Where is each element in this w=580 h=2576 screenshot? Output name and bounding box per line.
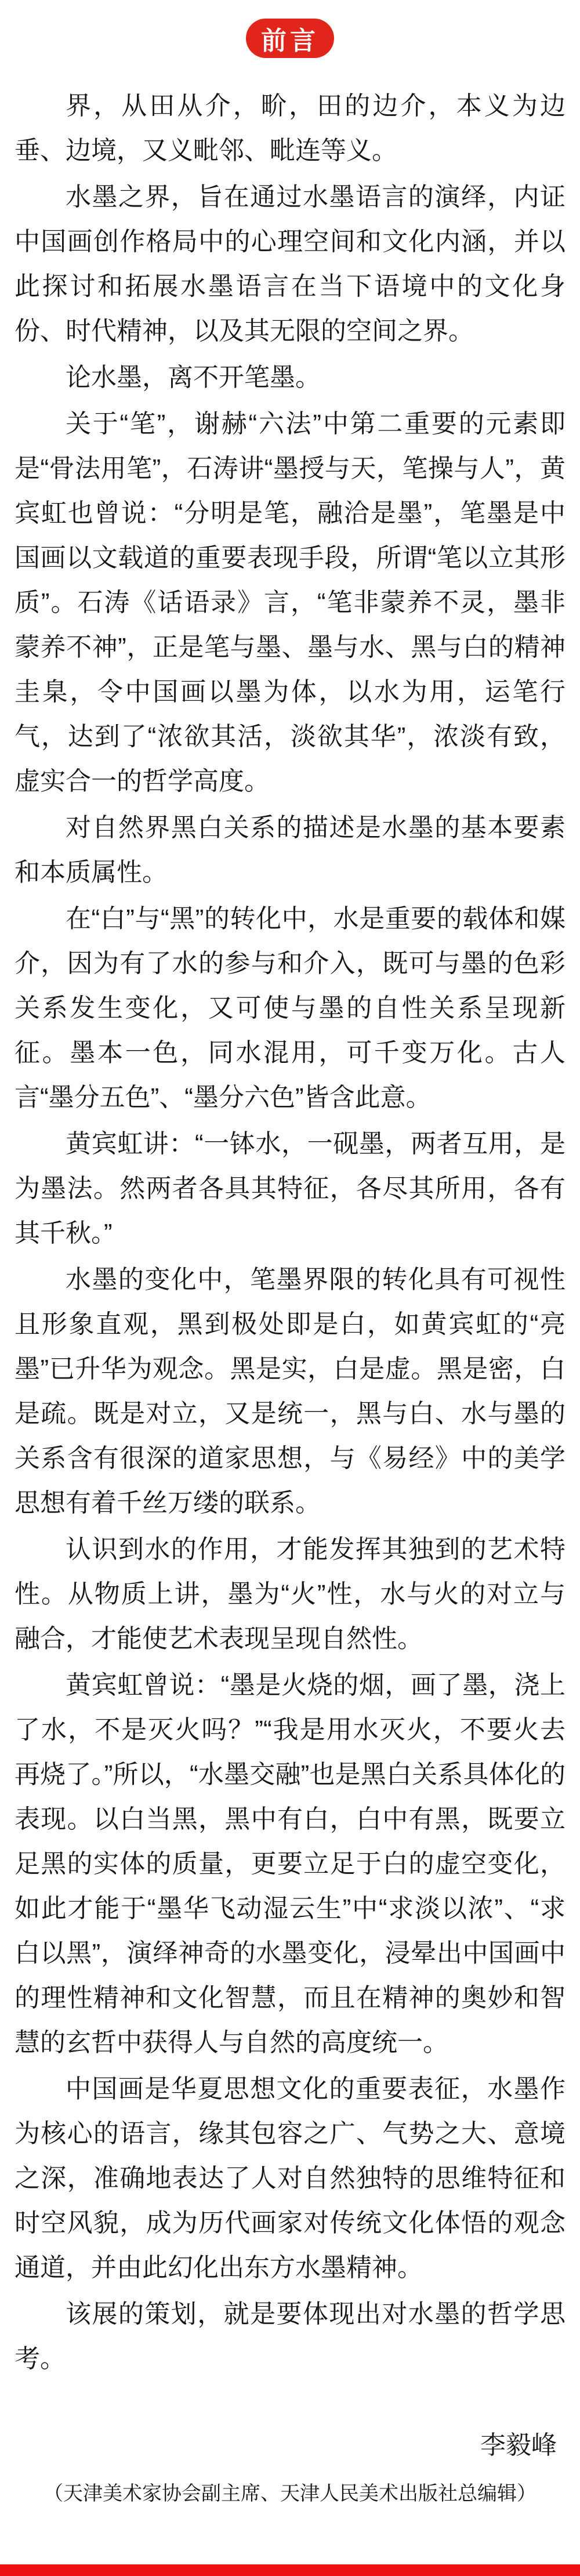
bottom-red-bar [0, 2564, 580, 2576]
paragraph: 黄宾虹讲：“一钵水，一砚墨，两者互用，是为墨法。然两者各具其特征，各尽其所用，各有其千秋。” [14, 1130, 566, 1247]
paragraph: 水墨的变化中，笔墨界限的转化具有可视性且形象直观，黑到极处即是白，如黄宾虹的“亮墨”已升华为观念。黑是实，白是虚。黑是密，白是疏。既是对立，又是统一，黑与白、水与墨的关系含有很深的道家思想，与《易经》中的美学思想有着千丝万缕的联系。 [14, 1265, 566, 1517]
paragraph: 在“白”与“黑”的转化中，水是重要的载体和媒介，因为有了水的参与和介入，既可与墨的色彩关系发生变化，又可使与墨的自性关系呈现新征。墨本一色，同水混用，可千变万化。古人言“墨分五色”、“墨分六色”皆含此意。 [14, 905, 566, 1112]
paragraph: 关于“笔”，谢赫“六法”中第二重要的元素即是“骨法用笔”，石涛讲“墨授与天，笔操与人”，黄宾虹也曾说：“分明是笔，融洽是墨”，笔墨是中国画以文载道的重要表现手段，所谓“笔以立其形质”。石涛《话语录》言，“笔非蒙养不灵，墨非蒙养不神”，正是笔与墨、墨与水、黑与白的精神圭臬，令中国画以墨为体，以水为用，运笔行气，达到了“浓欲其活，淡欲其华”，浓淡有致，虚实合一的哲学高度。 [14, 410, 566, 795]
paragraph: 水墨之界，旨在通过水墨语言的演绎，内证中国画创作格局中的心理空间和文化内涵，并以此探讨和拓展水墨语言在当下语境中的文化身份、时代精神，以及其无限的空间之界。 [14, 183, 566, 345]
author-signature: 李毅峰 [480, 2431, 557, 2459]
badge-row [0, 0, 580, 58]
article-body [0, 84, 580, 2381]
paragraph: 认识到水的作用，才能发挥其独到的艺术特性。从物质上讲，墨为“火”性，水与火的对立与融合，才能使艺术表现呈现自然性。 [14, 1535, 566, 1653]
paragraph: 黄宾虹曾说：“墨是火烧的烟，画了墨，浇上了水，不是灭火吗？”“我是用水灭火，不要火去再烧了。”所以，“水墨交融”也是黑白关系具体化的表现。以白当黑，黑中有白，白中有黑，既要立足黑的实体的质量，更要立足于白的虚空变化，如此才能于“墨华飞动湿云生”中“求淡以浓”、“求白以黑”，演绎神奇的水墨变化，浸晕出中国画中的理性精神和文化智慧，而且在精神的奥妙和智慧的玄哲中获得人与自然的高度统一。 [14, 1671, 566, 2057]
paragraph: 该展的策划，就是要体现出对水墨的哲学思考。 [14, 2300, 566, 2373]
paragraph: 论水墨，离不开笔墨。 [66, 363, 321, 392]
paragraph: 中国画是华夏思想文化的重要表征，水墨作为核心的语言，缘其包容之广、气势之大、意境之深，准确地表达了人对自然独特的思维特征和时空风貌，成为历代画家对传统文化体悟的观念通道，并由此幻化出东方水墨精神。 [14, 2075, 566, 2282]
paragraph: 界，从田从介，畍，田的边介，本义为边垂、边境，又义毗邻、毗连等义。 [14, 92, 566, 165]
preface-badge: 前言 [246, 19, 334, 58]
author-affiliation: （天津美术家协会副主席、天津人民美术出版社总编辑） [44, 2483, 536, 2505]
paragraph: 对自然界黑白关系的描述是水墨的基本要素和本质属性。 [14, 813, 566, 887]
